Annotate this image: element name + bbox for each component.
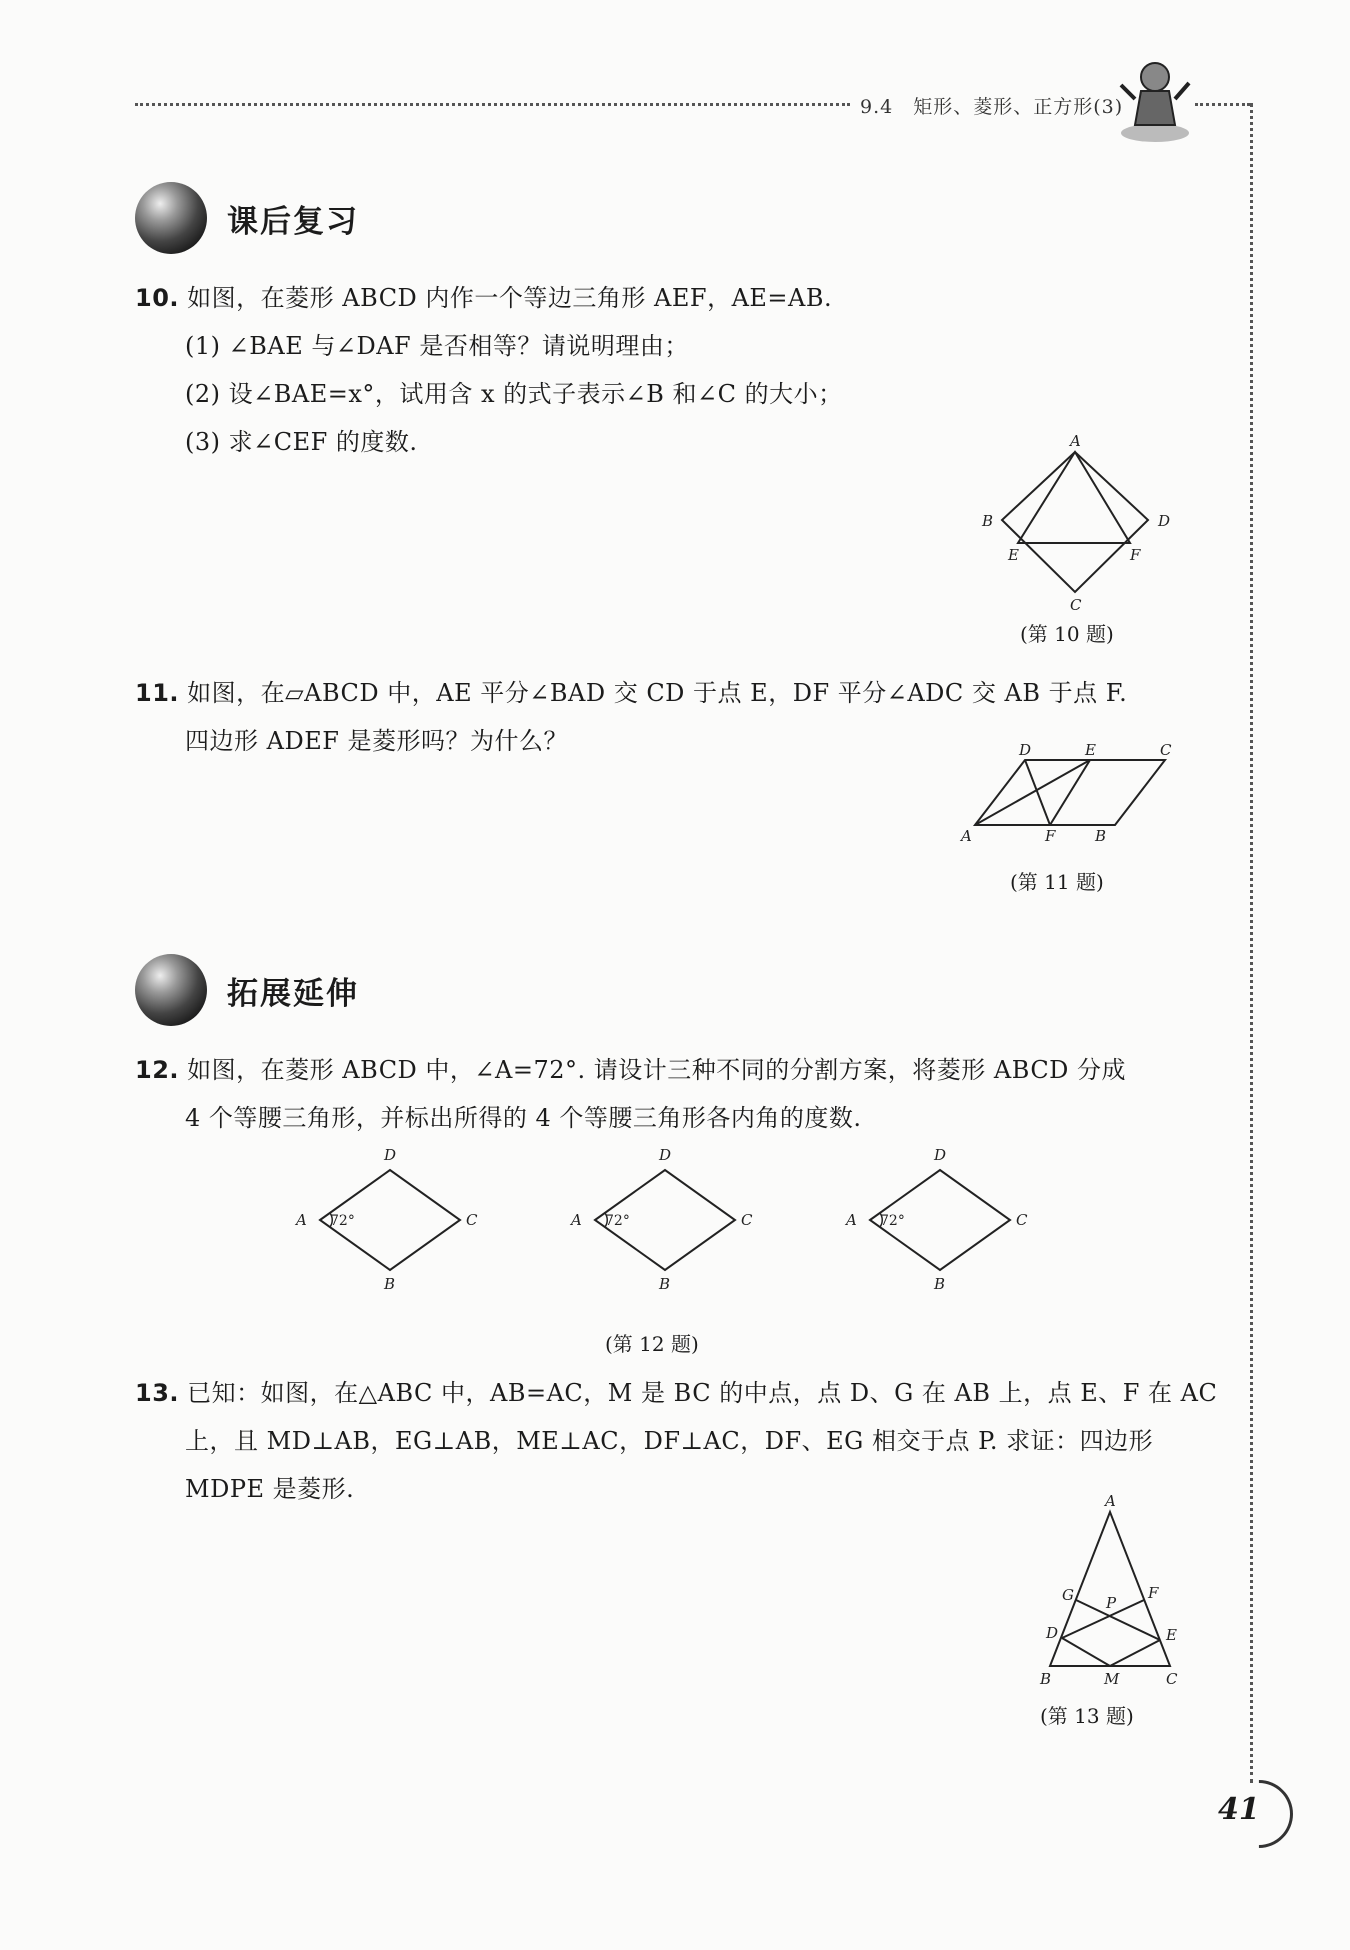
q13-stem-2: 上，且 MD⊥AB，EG⊥AB，ME⊥AC，DF⊥AC，DF、EG 相交于点 P. 求证：四边形	[185, 1427, 1154, 1455]
q11-figure	[955, 741, 1185, 855]
segment-ae	[975, 760, 1090, 825]
label-a: A	[846, 1211, 857, 1229]
label-e: E	[1008, 546, 1019, 564]
q12-stem-2: 4 个等腰三角形，并标出所得的 4 个等腰三角形各内角的度数.	[185, 1104, 862, 1132]
label-f: F	[1130, 546, 1141, 564]
question-text: 如图，在▱ABCD 中，AE 平分∠BAD 交 CD 于点 E，DF 平分∠ADC 交 AB 于点 F.	[187, 679, 1128, 707]
label-e: E	[1085, 741, 1096, 759]
label-a: A	[961, 827, 972, 845]
angle-label: 72°	[880, 1213, 905, 1229]
label-c: C	[741, 1211, 753, 1229]
angle-label: 72°	[605, 1213, 630, 1229]
header-section-label: 9.4 矩形、菱形、正方形(3)	[860, 96, 1124, 118]
section-title: 拓展延伸	[227, 975, 359, 1012]
header-rule	[135, 103, 850, 106]
q13-figure	[1010, 1490, 1210, 1690]
label-b: B	[659, 1275, 671, 1293]
q10-figure	[970, 430, 1180, 614]
q12-figure-1	[290, 1145, 490, 1295]
question-text: 如图，在菱形 ABCD 内作一个等边三角形 AEF，AE=AB.	[187, 284, 833, 312]
mascot-icon	[1115, 55, 1195, 145]
q12-caption: (第 12 题)	[605, 1332, 699, 1356]
q13-stem-3: MDPE 是菱形.	[185, 1475, 355, 1503]
label-a: A	[1105, 1492, 1116, 1510]
segment-df	[1025, 760, 1050, 825]
label-a: A	[571, 1211, 582, 1229]
label-p: P	[1106, 1594, 1117, 1612]
section-extension-heading	[135, 950, 359, 1030]
label-m: M	[1104, 1670, 1120, 1688]
rhombus-abcd	[1002, 452, 1148, 592]
q12-figure-3	[840, 1145, 1040, 1295]
label-d: D	[1158, 512, 1171, 530]
label-b: B	[384, 1275, 396, 1293]
label-d: D	[384, 1146, 397, 1164]
label-c: C	[1016, 1211, 1028, 1229]
question-text: 如图，在菱形 ABCD 中，∠A=72°. 请设计三种不同的分割方案，将菱形 ABCD 分成	[187, 1056, 1127, 1084]
label-b: B	[1095, 827, 1107, 845]
question-number: 11.	[135, 679, 180, 707]
page-number: 41	[1218, 1792, 1260, 1827]
question-number: 13.	[135, 1379, 180, 1407]
label-c: C	[1070, 596, 1082, 614]
label-a: A	[1070, 432, 1081, 450]
question-number: 10.	[135, 284, 180, 312]
angle-label: 72°	[330, 1213, 355, 1229]
label-b: B	[934, 1275, 946, 1293]
section-title: 课后复习	[227, 203, 359, 240]
right-margin-rule	[1250, 103, 1253, 1783]
sphere-icon	[135, 954, 207, 1026]
header-rule-right	[1195, 103, 1250, 106]
label-g: G	[1062, 1586, 1074, 1604]
q10-stem	[135, 278, 832, 313]
q12-stem	[135, 1050, 1126, 1085]
section-review-heading	[135, 178, 359, 258]
label-c: C	[466, 1211, 478, 1229]
label-c: C	[1160, 741, 1172, 759]
question-number: 12.	[135, 1056, 180, 1084]
segment-ef	[1050, 760, 1090, 825]
q10-part1: (1) ∠BAE 与∠DAF 是否相等？请说明理由；	[185, 332, 689, 360]
label-b: B	[1040, 1670, 1052, 1688]
q10-part3: (3) 求∠CEF 的度数.	[185, 428, 418, 456]
q13-stem	[135, 1373, 1217, 1408]
question-text: 已知：如图，在△ABC 中，AB=AC，M 是 BC 的中点，点 D、G 在 AB 上，点 E、F 在 AC	[187, 1379, 1218, 1407]
q11-caption: (第 11 题)	[1010, 870, 1104, 894]
sphere-icon	[135, 182, 207, 254]
label-c: C	[1166, 1670, 1178, 1688]
triangle-aef	[1018, 452, 1130, 543]
q10-part2: (2) 设∠BAE=x°，试用含 x 的式子表示∠B 和∠C 的大小；	[185, 380, 843, 408]
label-d: D	[934, 1146, 947, 1164]
q11-stem-2: 四边形 ADEF 是菱形吗？为什么？	[185, 727, 569, 755]
q12-figure-2	[565, 1145, 765, 1295]
label-b: B	[982, 512, 994, 530]
q10-caption: (第 10 题)	[1020, 622, 1114, 646]
label-f: F	[1045, 827, 1056, 845]
label-e: E	[1166, 1626, 1177, 1644]
q11-stem	[135, 673, 1127, 708]
label-d: D	[1019, 741, 1032, 759]
label-f: F	[1148, 1584, 1159, 1602]
label-d: D	[1046, 1624, 1059, 1642]
q13-caption: (第 13 题)	[1040, 1704, 1134, 1728]
segment-me	[1110, 1640, 1160, 1666]
segment-md	[1062, 1638, 1110, 1666]
label-d: D	[659, 1146, 672, 1164]
label-a: A	[296, 1211, 307, 1229]
